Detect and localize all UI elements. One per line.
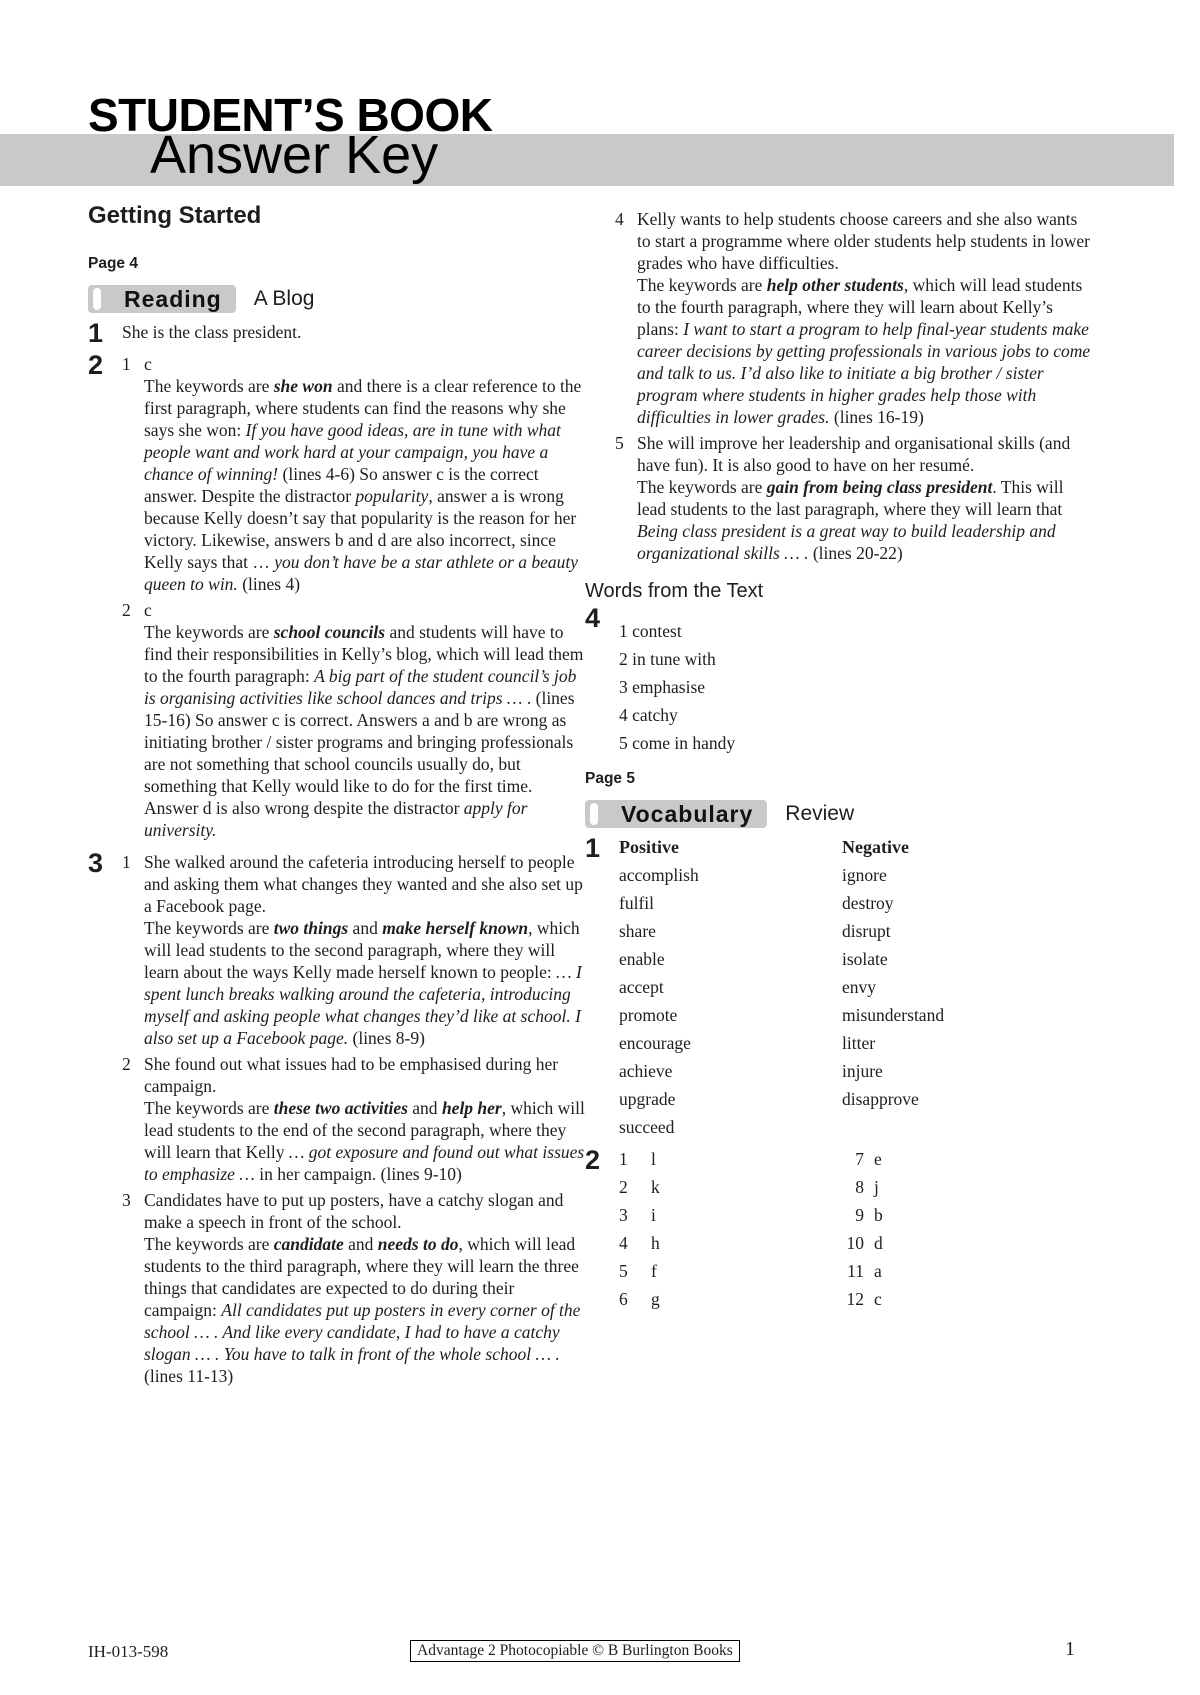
answer-item [122, 1053, 588, 1185]
vocabulary-tab-row [585, 800, 1095, 828]
question-number: 4 [585, 603, 601, 633]
item-number: 1 [122, 852, 131, 872]
question-number: 1 [88, 318, 104, 348]
match-letter: b [874, 1205, 883, 1225]
negative-word: disrupt [842, 921, 891, 941]
item-explanation: The keywords are school councils and students will have to find their responsibilities in Kelly’s blog, which will lead them to the fourth paragraph: A big part of the student council’s job is organising activities like school dances and trips … . (lines 15-16) So answer c is correct. Answers a and b are wrong as initiating brother / sister programs and bringing professionals are not something that school councils usually do, but something that Kelly would like to do for the first time. Answer d is also wrong despite the distractor apply for university. [144, 622, 584, 840]
positive-heading: Positive [619, 837, 679, 857]
item-explanation: The keywords are two things and make herself known, which will lead students to the second paragraph, where they will learn about the ways Kelly made herself known to people: … I spent lunch breaks walking around the cafeteria, introducing myself and asking people what changes they’d like at school. I also set up a Facebook page. (lines 8-9) [144, 918, 582, 1048]
positive-word: encourage [619, 1033, 691, 1053]
negative-word: destroy [842, 893, 894, 913]
word-item: 1 contest [619, 621, 682, 641]
positive-word: upgrade [619, 1089, 676, 1109]
match-letter: a [874, 1261, 882, 1281]
positive-word: share [619, 921, 656, 941]
page-number: 1 [1065, 1638, 1075, 1660]
reading-tab-row [88, 285, 588, 313]
question-number: 3 [88, 848, 104, 878]
match-number: 4 [619, 1233, 628, 1253]
negative-word: ignore [842, 865, 887, 885]
match-letter: f [651, 1261, 657, 1281]
item-answer: Kelly wants to help students choose careers and she also wants to start a programme where older students help students in lower grades who have difficulties. [637, 209, 1090, 273]
vocabulary-subtitle: Review [785, 802, 855, 825]
item-number: 3 [122, 1190, 131, 1210]
answer-item [615, 208, 1095, 428]
positive-word: accept [619, 977, 664, 997]
item-answer: She will improve her leadership and organisational skills (and have fun). It is also good to have on her resumé. [637, 433, 1071, 475]
right-column [585, 208, 1095, 1320]
item-number: 5 [615, 433, 624, 453]
answer-item [122, 851, 588, 1049]
footer-copyright: Advantage 2 Photocopiable © B Burlington Books [410, 1640, 740, 1662]
match-letter: c [874, 1289, 882, 1309]
item-explanation: The keywords are help other students, which will lead students to the fourth paragraph, where they will learn about Kelly’s plans: I want to start a program to help final-year students make career decisions by getting professionals in various jobs to come and talk to us. I’d also like to initiate a big brother / sister program where students in higher grades help those with difficulties in lower grades. (lines 16-19) [637, 275, 1091, 427]
word-list [619, 606, 1095, 754]
item-explanation: The keywords are she won and there is a clear reference to the first paragraph, where students can find the reasons why she says she won: If you have good ideas, are in tune with what people want and work hard at your campaign, you have a chance of winning! (lines 4-6) So answer c is the correct answer. Despite the distractor popularity, answer a is wrong because Kelly doesn’t say that popularity is the reason for her victory. Likewise, answers b and d are also incorrect, since Kelly says that … you don’t have be a star athlete or a beauty queen to win. (lines 4) [144, 376, 582, 594]
answer-text: She is the class president. [122, 322, 302, 342]
negative-word [842, 1116, 1042, 1138]
reading-subtitle: A Blog [253, 287, 315, 310]
positive-word: accomplish [619, 865, 699, 885]
match-letter: g [651, 1289, 660, 1309]
match-letter: e [874, 1149, 882, 1169]
match-number: 11 [847, 1261, 864, 1281]
match-number: 8 [855, 1177, 864, 1197]
negative-heading: Negative [842, 837, 909, 857]
answer-item [122, 353, 588, 595]
vocabulary-tab-label: Vocabulary [621, 801, 754, 827]
item-answer: Candidates have to put up posters, have a catchy slogan and make a speech in front of the school. [144, 1190, 564, 1232]
item-answer: She found out what issues had to be emphasised during her campaign. [144, 1054, 559, 1096]
tab-notch-icon [590, 803, 598, 825]
item-answer: c [144, 600, 152, 620]
match-number: 6 [619, 1289, 628, 1309]
match-number: 7 [855, 1149, 864, 1169]
tab-notch-icon [93, 288, 101, 310]
item-number: 2 [122, 600, 131, 620]
negative-word: injure [842, 1061, 883, 1081]
negative-word: litter [842, 1033, 876, 1053]
negative-word: misunderstand [842, 1005, 945, 1025]
book-title: STUDENT’S BOOK [88, 89, 493, 141]
question-number: 2 [88, 350, 104, 380]
match-number: 10 [846, 1233, 864, 1253]
item-answer: She walked around the cafeteria introducing herself to people and asking them what changes they wanted and she also set up a Facebook page. [144, 852, 583, 916]
question-1 [88, 318, 588, 348]
match-number: 5 [619, 1261, 628, 1281]
footer-code: IH-013-598 [88, 1642, 169, 1661]
match-number: 1 [619, 1149, 628, 1169]
negative-word: envy [842, 977, 877, 997]
negative-word: disapprove [842, 1089, 919, 1109]
match-number: 2 [619, 1177, 628, 1197]
word-item: 5 come in handy [619, 733, 736, 753]
item-answer: c [144, 354, 152, 374]
left-column [88, 202, 588, 1397]
page-label: Page 5 [585, 770, 635, 787]
match-letter: k [651, 1177, 660, 1197]
question-3 [88, 848, 588, 1387]
vocab-question-2 [585, 1145, 1095, 1310]
question-number: 2 [585, 1145, 601, 1175]
reading-tab [88, 285, 236, 313]
match-letter: i [651, 1205, 656, 1225]
matching-table [585, 1148, 1095, 1310]
negative-word: isolate [842, 949, 888, 969]
vocab-table [585, 836, 1095, 1138]
word-item: 2 in tune with [619, 649, 716, 669]
section-title: Getting Started [88, 202, 262, 229]
item-number: 2 [122, 1054, 131, 1074]
item-explanation: The keywords are gain from being class president. This will lead students to the last paragraph, where they will learn that Being class president is a great way to build leadership and organizational skills … . (lines 20-22) [637, 477, 1064, 563]
match-letter: j [874, 1177, 879, 1197]
positive-word: promote [619, 1005, 678, 1025]
answer-item [615, 432, 1095, 564]
positive-word: achieve [619, 1061, 673, 1081]
page-label: Page 4 [88, 255, 138, 272]
positive-word: enable [619, 949, 665, 969]
positive-word: succeed [619, 1117, 675, 1137]
item-number: 4 [615, 209, 624, 229]
question-4 [585, 603, 1095, 754]
reading-tab-label: Reading [124, 286, 222, 312]
word-item: 4 catchy [619, 705, 678, 725]
vocab-question-1 [585, 833, 1095, 1138]
positive-word: fulfil [619, 893, 654, 913]
answer-item [122, 599, 588, 841]
item-explanation: The keywords are these two activities and help her, which will lead students to the end of the second paragraph, where they will learn that Kelly … got exposure and found out what issues to emphasize … in her campaign. (lines 9-10) [144, 1098, 585, 1184]
question-2 [88, 350, 588, 841]
item-number: 1 [122, 354, 131, 374]
answer-item [122, 1189, 588, 1387]
match-letter: d [874, 1233, 883, 1253]
word-item: 3 emphasise [619, 677, 706, 697]
words-from-text-title: Words from the Text [585, 580, 764, 602]
match-number: 9 [855, 1205, 864, 1225]
vocabulary-tab [585, 800, 767, 828]
match-letter: h [651, 1233, 660, 1253]
match-letter: l [651, 1149, 656, 1169]
item-explanation: The keywords are candidate and needs to do, which will lead students to the third paragraph, where they will learn the three things that candidates are expected to do during their campaign: All candidates put up posters in every corner of the school … . And like every candidate, I had to have a catchy slogan … . You have to talk in front of the whole school … . (lines 11-13) [144, 1234, 581, 1386]
match-number: 3 [619, 1205, 628, 1225]
question-number: 1 [585, 833, 601, 863]
match-number: 12 [846, 1289, 864, 1309]
answer-key-title: Answer Key [150, 125, 439, 185]
